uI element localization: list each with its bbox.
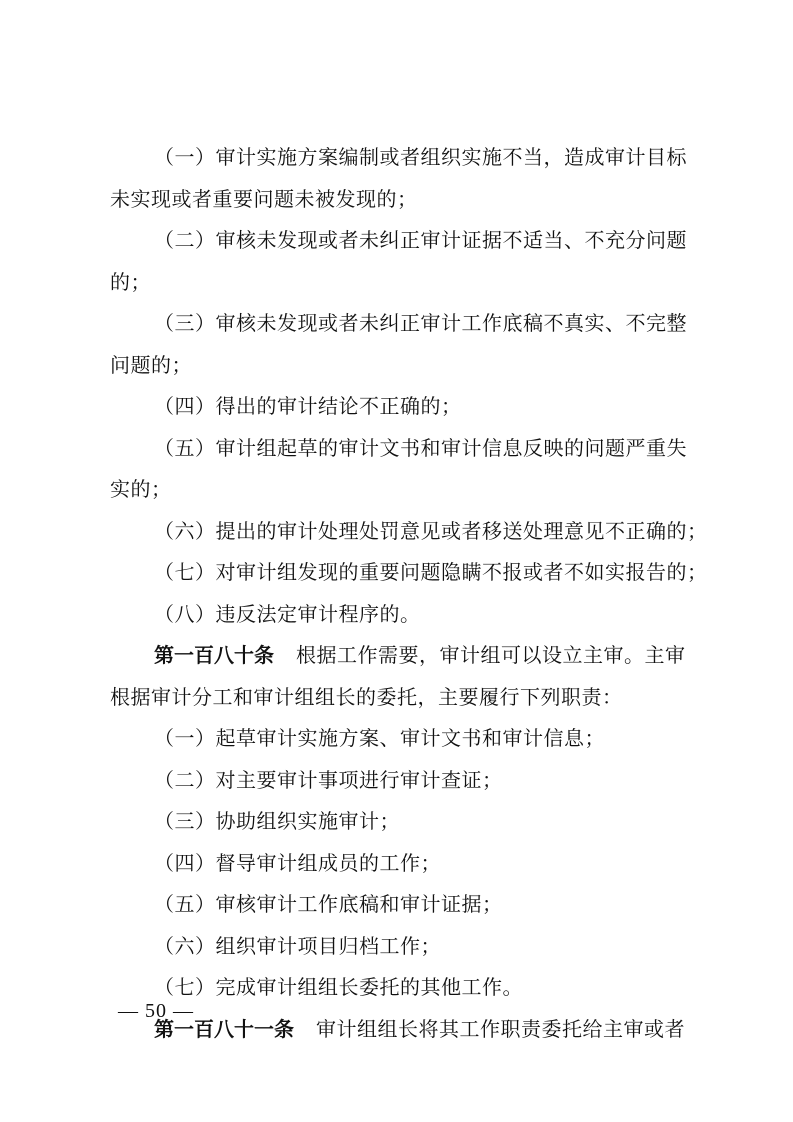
page-number: — 50 — xyxy=(118,1000,194,1022)
article-text: 审计组组长将其工作职责委托给主审或者 xyxy=(316,1016,685,1041)
article-title: 第一百八十条 xyxy=(154,643,274,667)
text-line: （七）完成审计组组长委托的其他工作。 xyxy=(154,975,523,999)
text-line: 实的； xyxy=(110,477,172,501)
text-line: （一）审计实施方案编制或者组织实施不当，造成审计目标 xyxy=(154,145,687,169)
article-title: 第一百八十一条 xyxy=(154,1016,294,1041)
article-text: 根据工作需要，审计组可以设立主审。主审 xyxy=(296,643,686,667)
text-line: （六）提出的审计处理处罚意见或者移送处理意见不正确的； xyxy=(154,518,708,543)
text-line: （二）对主要审计事项进行审计查证； xyxy=(154,767,503,792)
text-line: （四）得出的审计结论不正确的； xyxy=(154,394,462,418)
document-body xyxy=(110,137,708,1050)
text-line: （五）审核审计工作底稿和审计证据； xyxy=(154,892,503,916)
article-line xyxy=(110,635,690,677)
text-line: 根据审计分工和审计组组长的委托，主要履行下列职责： xyxy=(110,684,623,709)
text-line: （五）审计组起草的审计文书和审计信息反映的问题严重失 xyxy=(154,435,687,460)
article-line xyxy=(110,1009,690,1051)
text-line: 问题的； xyxy=(110,352,192,377)
text-line: 的； xyxy=(110,269,151,294)
text-line: （六）组织审计项目归档工作； xyxy=(154,933,441,958)
text-line: （七）对审计组发现的重要问题隐瞒不报或者不如实报告的； xyxy=(154,560,708,584)
text-line: （三）协助组织实施审计； xyxy=(154,809,400,833)
text-line: （二）审核未发现或者未纠正审计证据不适当、不充分问题 xyxy=(154,228,687,252)
text-line: （八）违反法定审计程序的。 xyxy=(154,601,421,626)
text-line: （三）审核未发现或者未纠正审计工作底稿不真实、不完整 xyxy=(154,311,687,335)
text-line: （四）督导审计组成员的工作； xyxy=(154,850,441,875)
text-line: （一）起草审计实施方案、审计文书和审计信息； xyxy=(154,726,605,750)
text-line: 未实现或者重要问题未被发现的； xyxy=(110,186,418,211)
